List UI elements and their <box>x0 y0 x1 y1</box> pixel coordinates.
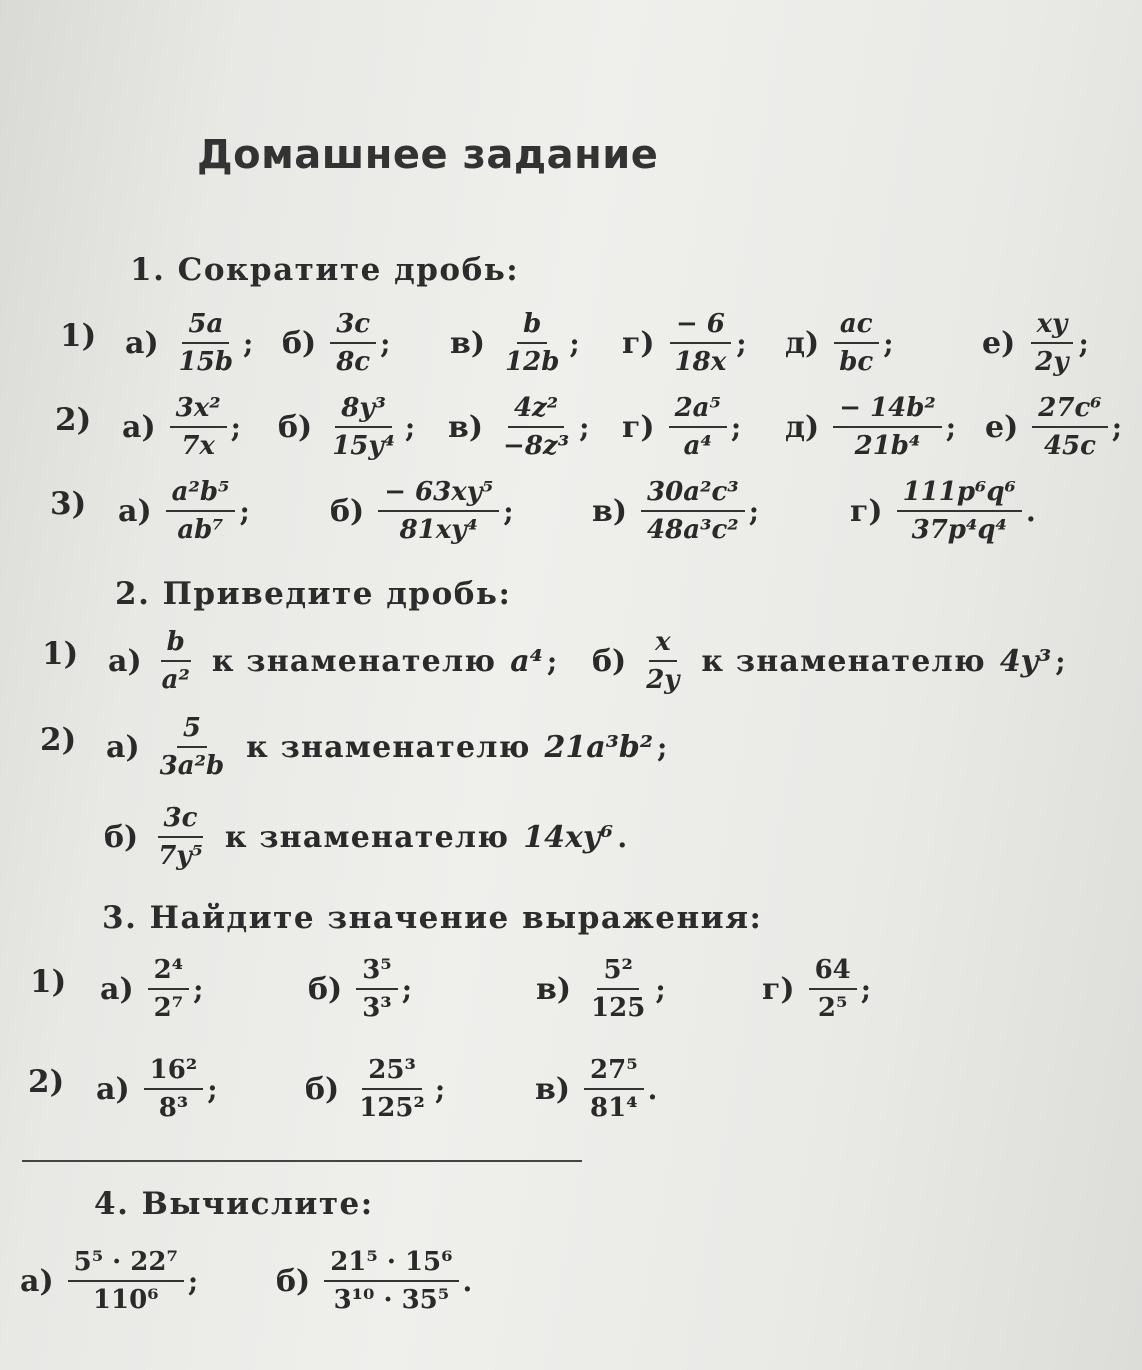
task1-row-1 <box>0 298 1142 388</box>
denominator: 110⁶ <box>92 1285 159 1315</box>
task3-r2-a <box>96 1044 218 1134</box>
punctuation: ; <box>434 1072 446 1106</box>
item-label: б) <box>330 493 365 529</box>
numerator: 4z² <box>508 393 564 428</box>
fraction <box>585 955 651 1023</box>
instruction-text: к знаменателю <box>211 643 497 679</box>
punctuation: ; <box>945 410 957 444</box>
task3-r1-a <box>100 944 203 1034</box>
fraction <box>499 309 565 377</box>
task4-b <box>276 1236 472 1326</box>
item-label: б) <box>276 1263 311 1299</box>
task1-r3-g <box>850 466 1036 556</box>
denominator: ab⁷ <box>177 515 224 545</box>
task3-row-1 <box>0 944 1142 1034</box>
fraction <box>641 477 745 545</box>
item-label: а) <box>125 325 159 361</box>
fraction <box>1029 309 1074 377</box>
fraction <box>156 627 196 695</box>
item-label: б) <box>308 971 343 1007</box>
punctuation: ; <box>193 972 204 1006</box>
task1-r1-a <box>125 298 253 388</box>
denominator: 15b <box>178 347 234 377</box>
numerator: − 63xy⁵ <box>378 477 499 512</box>
numerator: a²b⁵ <box>166 477 236 512</box>
item-label: д) <box>785 409 820 445</box>
denominator: 81⁴ <box>590 1093 638 1123</box>
task1-r2-a <box>122 382 241 472</box>
denominator: 18x <box>674 347 727 377</box>
punctuation: ; <box>187 1264 199 1298</box>
fraction <box>809 955 857 1023</box>
fraction <box>173 309 239 377</box>
row-number: 3) <box>50 486 87 522</box>
instruction-text: к знаменателю <box>224 819 510 855</box>
punctuation: ; <box>860 972 872 1006</box>
denominator: 7x <box>181 431 215 461</box>
numerator: 25³ <box>362 1055 422 1090</box>
row-number: 1) <box>60 318 97 354</box>
denominator: −8z³ <box>503 431 570 461</box>
numerator: b <box>161 627 191 662</box>
denominator: 2⁵ <box>817 993 848 1023</box>
task3-r1-b <box>308 944 412 1034</box>
numerator: 16² <box>144 1055 204 1090</box>
fraction <box>144 1055 204 1123</box>
numerator: xy <box>1031 309 1074 344</box>
punctuation: ; <box>1078 326 1089 360</box>
denominator: 125 <box>591 993 646 1023</box>
fraction <box>170 393 227 461</box>
denominator: 2y <box>1035 347 1069 377</box>
page-title: Домашнее задание <box>197 132 659 178</box>
numerator: b <box>517 309 547 344</box>
fraction <box>324 1247 458 1315</box>
item-label: б) <box>282 325 317 361</box>
task1-r1-v <box>450 298 580 388</box>
fraction <box>326 393 401 461</box>
task1-r1-e <box>982 298 1089 388</box>
item-label: в) <box>536 971 572 1007</box>
task4-heading: 4. Вычислите: <box>94 1186 374 1222</box>
denominator: 7y⁵ <box>158 841 203 871</box>
denominator: 125² <box>359 1093 425 1123</box>
fraction <box>68 1247 184 1315</box>
numerator: − 6 <box>670 309 731 344</box>
task2-r2-a <box>106 702 667 792</box>
item-label: а) <box>100 971 134 1007</box>
numerator: 3⁵ <box>356 955 397 990</box>
item-label: г) <box>850 493 883 529</box>
task1-r3-a <box>118 466 250 556</box>
numerator: 30a²c³ <box>641 477 745 512</box>
punctuation: . <box>1026 494 1036 528</box>
row-number: 2) <box>40 722 77 758</box>
denominator: 15y⁴ <box>332 431 395 461</box>
item-label: б) <box>305 1071 340 1107</box>
punctuation: ; <box>404 410 416 444</box>
numerator: 5² <box>597 955 638 990</box>
task3-r1-g <box>762 944 871 1034</box>
numerator: 8y³ <box>335 393 392 428</box>
target-denominator: 21a³b² <box>544 729 653 765</box>
denominator: 8³ <box>158 1093 189 1123</box>
task3-r1-v <box>536 944 666 1034</box>
task1-r2-e <box>985 382 1122 472</box>
task1-r2-g <box>622 382 741 472</box>
task1-r2-v <box>448 382 589 472</box>
numerator: x <box>649 627 677 662</box>
denominator: 37p⁴q⁴ <box>911 515 1007 545</box>
task2-heading: 2. Приведите дробь: <box>115 576 512 612</box>
item-label: б) <box>104 819 139 855</box>
task2-row-3 <box>0 792 1142 882</box>
punctuation: ; <box>579 410 590 444</box>
punctuation: ; <box>657 730 668 764</box>
row-number: 1) <box>42 636 79 672</box>
punctuation: ; <box>883 326 894 360</box>
denominator: 45c <box>1043 431 1096 461</box>
task2-r2-b <box>104 792 627 882</box>
numerator: 5⁵ · 22⁷ <box>68 1247 184 1282</box>
fraction <box>353 1055 431 1123</box>
item-label: е) <box>985 409 1019 445</box>
task2-row-1 <box>0 616 1142 706</box>
fraction <box>152 803 209 871</box>
denominator: 2⁷ <box>153 993 184 1023</box>
denominator: 3¹⁰ · 35⁵ <box>333 1285 450 1315</box>
denominator: 12b <box>505 347 560 377</box>
task3-heading: 3. Найдите значение выражения: <box>102 900 763 936</box>
punctuation: ; <box>748 494 760 528</box>
item-label: г) <box>762 971 795 1007</box>
item-label: в) <box>592 493 628 529</box>
numerator: 27⁵ <box>584 1055 644 1090</box>
numerator: 64 <box>809 955 857 990</box>
denominator: 2y <box>646 665 680 695</box>
denominator: a⁴ <box>683 431 712 461</box>
punctuation: ; <box>546 644 558 678</box>
numerator: 27c⁶ <box>1032 393 1107 428</box>
numerator: 3c <box>158 803 204 838</box>
numerator: 5a <box>182 309 229 344</box>
punctuation: ; <box>503 494 514 528</box>
denominator: 3³ <box>362 993 392 1023</box>
numerator: 2⁴ <box>148 955 189 990</box>
item-label: а) <box>108 643 142 679</box>
task1-r2-d <box>785 382 956 472</box>
punctuation: ; <box>243 326 254 360</box>
numerator: 5 <box>177 713 207 748</box>
punctuation: ; <box>230 410 241 444</box>
punctuation: ; <box>380 326 391 360</box>
task3-r2-v <box>535 1044 657 1134</box>
item-label: д) <box>785 325 820 361</box>
task1-heading: 1. Сократите дробь: <box>130 252 520 288</box>
task3-r2-b <box>305 1044 445 1134</box>
target-denominator: 14xy⁶ <box>523 819 614 855</box>
item-label: е) <box>982 325 1016 361</box>
row-number: 2) <box>28 1064 65 1100</box>
numerator: 3x² <box>170 393 227 428</box>
punctuation: . <box>462 1264 473 1298</box>
numerator: 2a⁵ <box>669 393 727 428</box>
punctuation: ; <box>1055 644 1066 678</box>
denominator: 21b⁴ <box>854 431 921 461</box>
fraction <box>148 955 189 1023</box>
punctuation: ; <box>239 494 250 528</box>
fraction <box>497 393 575 461</box>
denominator: a² <box>161 665 190 695</box>
item-label: а) <box>96 1071 130 1107</box>
fraction <box>833 309 879 377</box>
numerator: 21⁵ · 15⁶ <box>324 1247 458 1282</box>
task1-row-2 <box>0 382 1142 472</box>
punctuation: ; <box>1111 410 1123 444</box>
denominator: 3a²b <box>159 751 225 781</box>
punctuation: ; <box>730 410 742 444</box>
target-denominator: a⁴ <box>510 643 543 679</box>
task1-row-3 <box>0 466 1142 556</box>
instruction-text: к знаменателю <box>701 643 986 679</box>
item-label: г) <box>622 325 655 361</box>
punctuation: ; <box>207 1072 218 1106</box>
fraction <box>378 477 499 545</box>
numerator: 111p⁶q⁶ <box>897 477 1022 512</box>
task2-row-2 <box>0 702 1142 792</box>
denominator: 81xy⁴ <box>399 515 478 545</box>
item-label: а) <box>106 729 140 765</box>
punctuation: ; <box>736 326 747 360</box>
row-number: 2) <box>55 402 92 438</box>
punctuation: ; <box>569 326 580 360</box>
punctuation: ; <box>401 972 413 1006</box>
denominator: 48a³c² <box>647 515 739 545</box>
fraction <box>833 393 942 461</box>
task1-r3-v <box>592 466 759 556</box>
punctuation: ; <box>655 972 666 1006</box>
item-label: в) <box>450 325 486 361</box>
fraction <box>669 393 727 461</box>
punctuation: . <box>617 820 628 854</box>
item-label: б) <box>592 643 627 679</box>
numerator: − 14b² <box>833 393 942 428</box>
row-number: 1) <box>30 964 67 1000</box>
fraction <box>356 955 397 1023</box>
item-label: в) <box>535 1071 571 1107</box>
task1-r1-g <box>622 298 747 388</box>
task2-r1-b <box>592 616 1066 706</box>
fraction <box>669 309 733 377</box>
item-label: а) <box>20 1263 54 1299</box>
denominator: bc <box>839 347 874 377</box>
instruction-text: к знаменателю <box>246 729 531 765</box>
target-denominator: 4y³ <box>999 643 1052 679</box>
task4-a <box>20 1236 198 1326</box>
item-label: в) <box>448 409 484 445</box>
punctuation: . <box>647 1072 658 1106</box>
fraction <box>584 1055 644 1123</box>
task1-r1-b <box>282 298 390 388</box>
numerator: ac <box>834 309 879 344</box>
task1-r3-b <box>330 466 514 556</box>
task3-row-2 <box>0 1044 1142 1134</box>
item-label: а) <box>118 493 152 529</box>
task1-r2-b <box>278 382 415 472</box>
fraction <box>166 477 236 545</box>
numerator: 3c <box>330 309 376 344</box>
task1-r1-d <box>785 298 894 388</box>
fraction <box>154 713 231 781</box>
item-label: б) <box>278 409 313 445</box>
task4-row <box>0 1236 1142 1326</box>
fraction <box>330 309 376 377</box>
fraction <box>640 627 685 695</box>
fraction <box>1032 393 1107 461</box>
section-divider <box>22 1160 582 1162</box>
item-label: а) <box>122 409 156 445</box>
denominator: 8c <box>336 347 371 377</box>
fraction <box>897 477 1022 545</box>
task2-r1-a <box>108 616 557 706</box>
item-label: г) <box>622 409 655 445</box>
